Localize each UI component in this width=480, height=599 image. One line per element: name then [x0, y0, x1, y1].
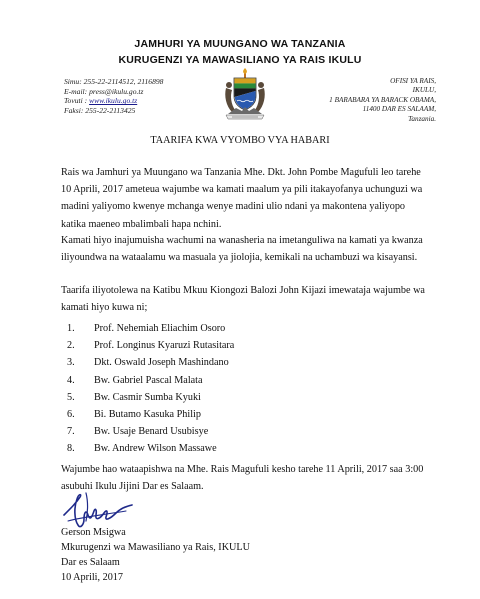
list-item: [67, 389, 387, 406]
street-line: 1 BARABARA YA BARACK OBAMA,: [329, 95, 436, 104]
country-line: Tanzania.: [408, 114, 436, 123]
header-directorate: KURUGENZI YA MAWASILIANO YA RAIS IKULU: [118, 54, 362, 66]
email-line: [64, 87, 214, 97]
paragraph-announcement: Rais wa Jamhuri ya Muungano wa Tanzania Mhe. Dkt. John Pombe Magufuli leo tarehe 10 Aprili, 2017 ameteua wajumbe wa kamati maalum ya pili itakayofanya uchunguzi wa madini yaliyomo kwenye mchanga wenye madini ulio ndani ya makontena yaliyopo katika maeneo mbalimbali hapa nchini.: [61, 167, 423, 230]
member-name: Bw. Usaje Benard Usubisye: [94, 426, 209, 438]
list-item: [67, 423, 387, 440]
list-number: 7.: [67, 426, 75, 438]
contact-left-block: [64, 77, 214, 115]
office-line: OFISI YA RAIS,: [390, 77, 436, 85]
member-name: Prof. Longinus Kyaruzi Rutasitara: [94, 340, 235, 352]
list-number: 5.: [67, 391, 75, 403]
list-number: 8.: [67, 443, 75, 455]
contact-right-block: [276, 77, 436, 124]
signatory-date: 10 Aprili, 2017: [61, 572, 123, 583]
list-item: [67, 320, 387, 337]
list-item: [67, 354, 387, 371]
member-name: Bw. Casmir Sumba Kyuki: [94, 391, 201, 403]
fax-line: Faksi: 255-22-2113425: [64, 105, 136, 115]
list-number: 4.: [67, 374, 75, 386]
signatory-place: Dar es Salaam: [61, 557, 120, 568]
website-link[interactable]: www.ikulu.go.tz: [89, 96, 138, 106]
page-title: TAARIFA KWA VYOMBO VYA HABARI: [150, 135, 330, 146]
list-number: 1.: [67, 323, 75, 334]
member-name: Bw. Gabriel Pascal Malata: [94, 374, 203, 386]
list-item: [67, 372, 387, 389]
header-country: JAMHURI YA MUUNGANO WA TANZANIA: [134, 38, 346, 50]
member-list: [67, 320, 387, 458]
signatory-name: Gerson Msigwa: [61, 527, 126, 538]
website-line: [64, 96, 214, 106]
paragraph-statement: Taarifa iliyotolewa na Katibu Mkuu Kiongozi Balozi John Kijazi imewataja wajumbe wa kamati hiyo kuwa ni;: [61, 285, 425, 314]
signatory-position: Mkurugenzi wa Mawasiliano ya Rais, IKULU: [61, 542, 250, 553]
paragraph-swearing-in: Wajumbe hao wataapishwa na Mhe. Rais Magufuli kesho tarehe 11 Aprili, 2017 saa 3:00 asubuhi Ikulu Jijini Dar es Salaam.: [61, 464, 424, 493]
list-number: 2.: [67, 340, 75, 352]
list-item: [67, 406, 387, 423]
list-item: [67, 337, 387, 354]
list-item: [67, 440, 387, 457]
city-line: 11400 DAR ES SALAAM,: [362, 105, 436, 114]
phone-line: Simu: 255-22-2114512, 2116898: [64, 77, 164, 86]
list-number: 3.: [67, 357, 75, 369]
signature-block: [61, 525, 361, 585]
ikulu-line: IKULU,: [412, 86, 436, 95]
tanzania-coat-of-arms-icon: [222, 68, 268, 120]
email-link[interactable]: press@ikulu.go.tz: [89, 86, 144, 96]
paragraph-committee: Kamati hiyo inajumuisha wachumi na wanasheria na imetanguliwa na kamati ya kwanza iliyoundwa na wataalamu wa masuala ya jiolojia, kemikali na uchambuzi wa kisayansi.: [61, 235, 423, 264]
member-name: Bi. Butamo Kasuka Philip: [94, 408, 201, 420]
member-name: Prof. Nehemiah Eliachim Osoro: [94, 323, 226, 334]
member-name: Bw. Andrew Wilson Massawe: [94, 443, 217, 455]
website-label: Tovuti :: [64, 96, 90, 106]
member-name: Dkt. Oswald Joseph Mashindano: [94, 357, 229, 369]
email-label: E-mail:: [64, 86, 90, 96]
list-number: 6.: [67, 408, 75, 420]
